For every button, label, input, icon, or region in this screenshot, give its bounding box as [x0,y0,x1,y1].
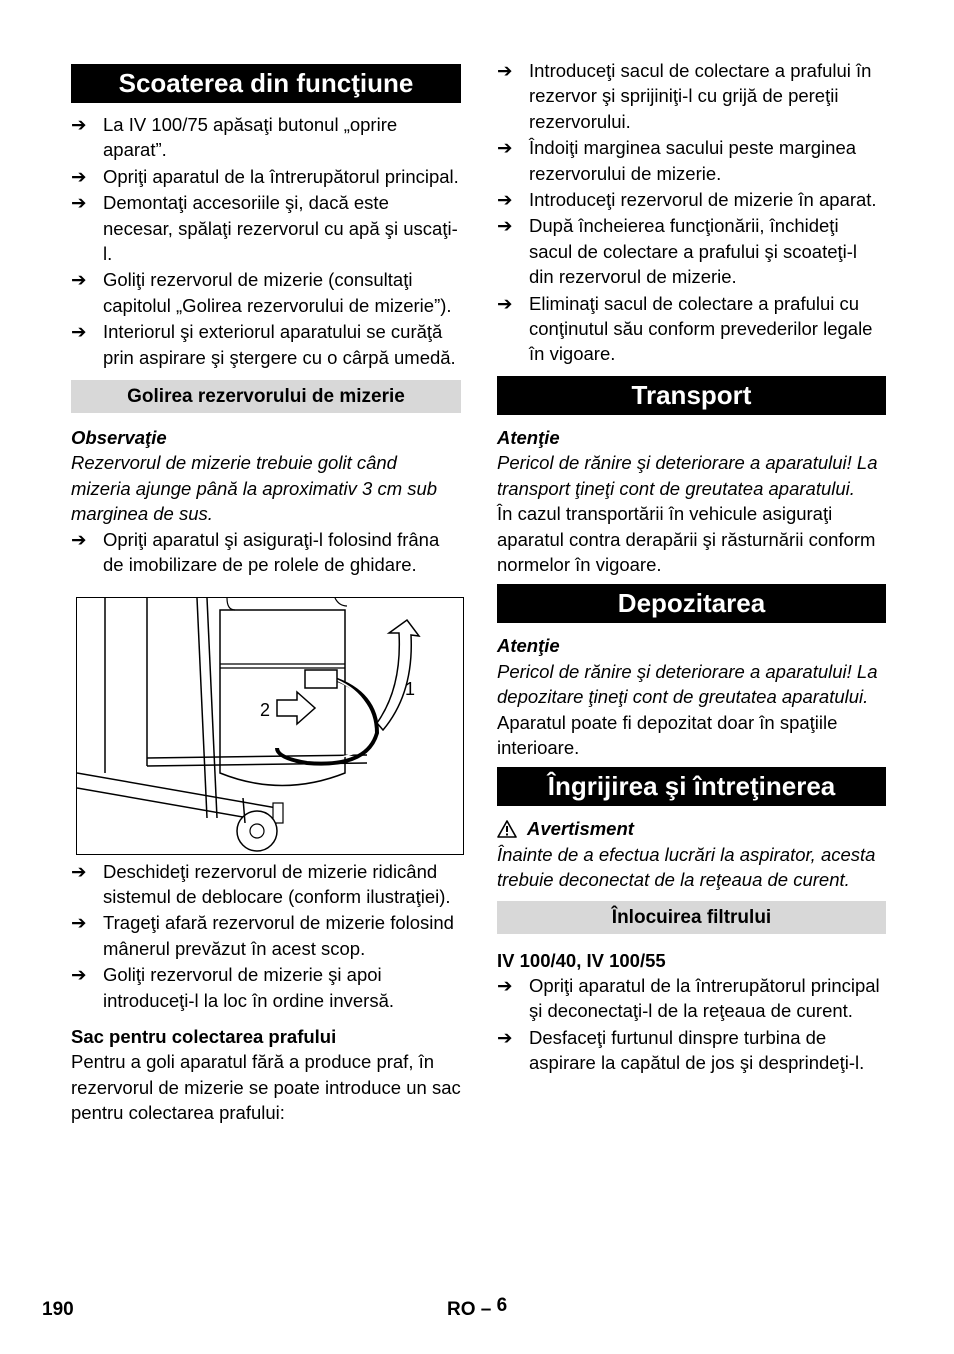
dust-bag-heading: Sac pentru colectarea prafului [71,1025,337,1047]
page-number: 190 [42,1299,74,1320]
subsection-title-emptying: Golirea rezervorului de mizerie [71,380,461,413]
list-item: ➔ Opriţi aparatul de la întrerupătorul principal şi deconectaţi-l de la reţeaua de curent. [497,974,880,1022]
warning-heading: Avertisment [527,818,634,840]
section-title-care: Îngrijirea şi întreţinerea [497,767,886,806]
arrow-icon: ➔ [497,292,513,314]
section-title-transport: Transport [497,376,886,415]
list-item: ➔ Goliţi rezervorul de mizerie (consultaţi capitolul „Golirea rezervorului de mizerie”). [71,269,452,316]
right-column [497,58,886,1077]
decommissioning-steps [71,112,461,370]
list-item: ➔ Opriţi aparatul şi asiguraţi-l folosind frâna de imobilizare de pe rolele de ghidare. [71,528,440,576]
storage-note-text: Pericol de rănire şi deteriorare a aparatului! La depozitare ţineţi cont de greutatea aparatului. [497,660,878,708]
footer-language-label [447,1297,507,1322]
note-text: Rezervorul de mizerie trebuie golit când mizeria ajunge până la aproximativ 3 cm sub marginea de sus. [71,452,438,525]
list-item: ➔ Eliminaţi sacul de colectare a prafului cu conţinutul său conform prevederilor legale în vigoare. [497,292,873,365]
arrow-icon: ➔ [71,321,87,343]
list-item: ➔ La IV 100/75 apăsaţi butonul „oprire aparat”. [71,114,398,161]
transport-note-heading: Atenţie [497,426,560,448]
warning-triangle-icon [497,820,517,838]
dust-bag-text: Pentru a goli aparatul fără a produce praf, în rezervorul de mizerie se poate introduce un sac pentru colectarea prafului: [71,1051,461,1124]
note-heading: Observaţie [71,427,167,449]
list-item: ➔ Desfaceţi furtunul dinspre turbina de aspirare la capătul de jos şi desprindeţi-l. [497,1026,865,1074]
arrow-icon: ➔ [71,165,87,187]
arrow-icon: ➔ [71,192,87,214]
list-item: ➔ După încheierea funcţionării, închideţi sacul de colectare a prafului şi scoateţi-l din rezervorul de mizerie. [497,215,858,288]
list-item: ➔ Introduceţi rezervorul de mizerie în aparat. [497,187,886,212]
label-two: 2 [260,699,271,720]
arrow-icon: ➔ [497,1026,513,1048]
arrow-icon: ➔ [71,964,87,986]
section-title-decommissioning: Scoaterea din funcţiune [71,64,461,103]
arrow-icon: ➔ [71,860,87,882]
section-number: 6 [496,1295,508,1316]
emptying-steps-1 [71,527,461,578]
storage-note-heading: Atenţie [497,635,560,657]
list-item: ➔ Goliţi rezervorul de mizerie şi apoi introduceţi-l la loc în ordine inversă. [71,964,395,1011]
list-item: ➔ Deschideţi rezervorul de mizerie ridicând sistemul de deblocare (conform ilustraţiei). [71,860,451,907]
left-column [71,64,461,1126]
subsection-title-filter: Înlocuirea filtrului [497,901,886,934]
models-heading: IV 100/40, IV 100/55 [497,949,666,971]
list-item: ➔ Interiorul şi exteriorul aparatului se curăţă prin aspirare şi ştergere cu o cârpă umedă. [71,321,456,368]
filter-steps [497,973,886,1076]
separator: – [480,1299,492,1320]
list-item: ➔ Trageţi afară rezervorul de mizerie folosind mânerul prevăzut în acest scop. [71,912,454,959]
arrow-icon: ➔ [71,114,87,135]
arrow-icon: ➔ [71,269,87,291]
arrow-icon: ➔ [497,215,513,237]
warning-text: Înainte de a efectua lucrări la aspirator, acesta trebuie deconectat de la reţeaua de curent. [497,843,876,891]
arrow-icon: ➔ [71,528,87,550]
list-item: ➔ Îndoiţi marginea sacului peste marginea rezervorului de mizerie. [497,137,857,184]
transport-note-text: Pericol de rănire şi deteriorare a aparatului! La transport ţineţi cont de greutatea aparatului. [497,452,878,499]
language-code: RO [447,1299,476,1320]
label-one: 1 [405,678,416,699]
transport-text: În cazul transportării în vehicule asiguraţi aparatul contra derapării şi răsturnării conform normelor în vigoare. [497,503,876,575]
vacuum-illustration [77,598,463,854]
arrow-icon: ➔ [71,912,87,934]
emptying-steps-2 [71,859,461,1013]
arrow-icon: ➔ [497,189,513,211]
arrow-icon: ➔ [497,60,513,81]
section-title-storage: Depozitarea [497,584,886,623]
storage-text: Aparatul poate fi depozitat doar în spaţiile interioare. [497,711,838,758]
warning-heading-row [497,816,886,841]
list-item: ➔ Introduceţi sacul de colectare a prafului în rezervor şi sprijiniţi-l cu grijă de pereţii rezervorului. [497,60,872,132]
illustration-container-release [76,597,464,855]
dust-bag-steps [497,58,886,367]
list-item: ➔ Demontaţi accesoriile şi, dacă este necesar, spălaţi rezervorul cu apă şi uscaţi-l. [71,192,458,265]
arrow-icon: ➔ [497,974,513,996]
list-item: ➔ Opriţi aparatul de la întrerupătorul principal. [71,164,461,189]
arrow-icon: ➔ [497,137,513,159]
